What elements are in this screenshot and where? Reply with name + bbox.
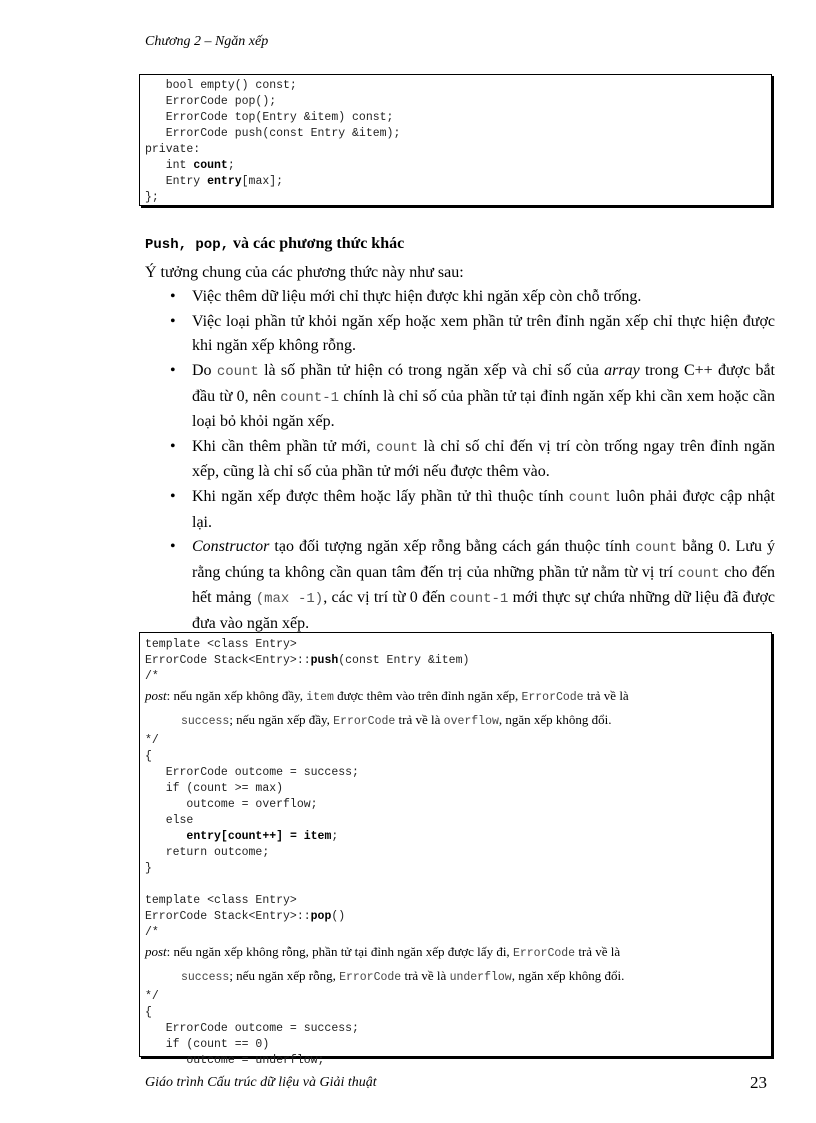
list-item: • Khi cần thêm phần tử mới, count là chỉ số chỉ đến vị trí còn trống ngay trên đỉnh ngăn xếp, cũng là chỉ số của phần tử mới nếu được thêm vào. (192, 435, 775, 485)
list-item: • Việc loại phần tử khỏi ngăn xếp hoặc xem phần tử trên đỉnh ngăn xếp chỉ thực hiện được khi ngăn xếp không rỗng. (192, 310, 775, 359)
code-listing: bool empty() const; ErrorCode pop(); ErrorCode top(Entry &item) const; ErrorCode push(const Entry &item); private: int count; Entry entry[max]; }; (145, 79, 401, 204)
list-item: • Khi ngăn xếp được thêm hoặc lấy phần tử thì thuộc tính count luôn phải được cập nhật lại. (192, 485, 775, 535)
list-item: • Do count là số phần tử hiện có trong ngăn xếp và chỉ số của array trong C++ được bắt đầu từ 0, nên count-1 chính là chỉ số của phần tử tại đỉnh ngăn xếp khi cần xem hoặc cần loại bỏ khỏi ngăn xếp. (192, 359, 775, 435)
page-number: 23 (750, 1073, 767, 1092)
bullet-list (145, 285, 775, 636)
code-listing: template <class Entry> ErrorCode Stack<Entry>::push(const Entry &item) /* post: nếu ngăn xếp không đầy, item được thêm vào trên đỉnh ngăn xếp, ErrorCode trả về là success; nếu ngăn xếp đầy, ErrorCode trả về là overflow, ngăn xếp không đổi. */ { ErrorCode outcome = success; if (count >= max) outcome = overflow; else entry[count++] = item; return outcome; } template <class Entry> ErrorCode Stack<Entry>::pop() /* post: nếu ngăn xếp không rỗng, phần tử tại đỉnh ngăn xếp được lấy đi, ErrorCode trả về là success; nếu ngăn xếp rỗng, ErrorCode trả về là underflow, ngăn xếp không đổi. */ { ErrorCode outcome = success; if (count == 0) outcome = underflow; (145, 637, 771, 1069)
section-heading: Push, pop, và các phương thức khác (145, 235, 405, 253)
postcondition-comment: post: nếu ngăn xếp không đầy, item được thêm vào trên đỉnh ngăn xếp, ErrorCode trả về là success; nếu ngăn xếp đầy, ErrorCode trả về là overflow, ngăn xếp không đổi. (145, 688, 629, 728)
page-footer (145, 1075, 767, 1091)
methods-section (145, 232, 775, 637)
list-item: • Việc thêm dữ liệu mới chỉ thực hiện được khi ngăn xếp còn chỗ trống. (192, 285, 775, 310)
section-intro: Ý tưởng chung của các phương thức này như sau: (145, 263, 464, 281)
postcondition-comment: post: nếu ngăn xếp không rỗng, phần tử tại đỉnh ngăn xếp được lấy đi, ErrorCode trả về là success; nếu ngăn xếp rỗng, ErrorCode trả về là underflow, ngăn xếp không đổi. (145, 944, 625, 984)
class-declaration-code-box (139, 74, 772, 206)
running-header: Chương 2 – Ngăn xếp (145, 34, 269, 49)
book-title: Giáo trình Cấu trúc dữ liệu và Giải thuật (145, 1075, 377, 1090)
push-pop-code-box (139, 632, 772, 1067)
list-item: • Constructor tạo đối tượng ngăn xếp rỗng bằng cách gán thuộc tính count bằng 0. Lưu ý rằng chúng ta không cần quan tâm đến trị của những phần tử nằm từ vị trí count cho đến hết mảng (max -1), các vị trí từ 0 đến count-1 mới thực sự chứa những dữ liệu đã được đưa vào ngăn xếp. (192, 535, 775, 636)
